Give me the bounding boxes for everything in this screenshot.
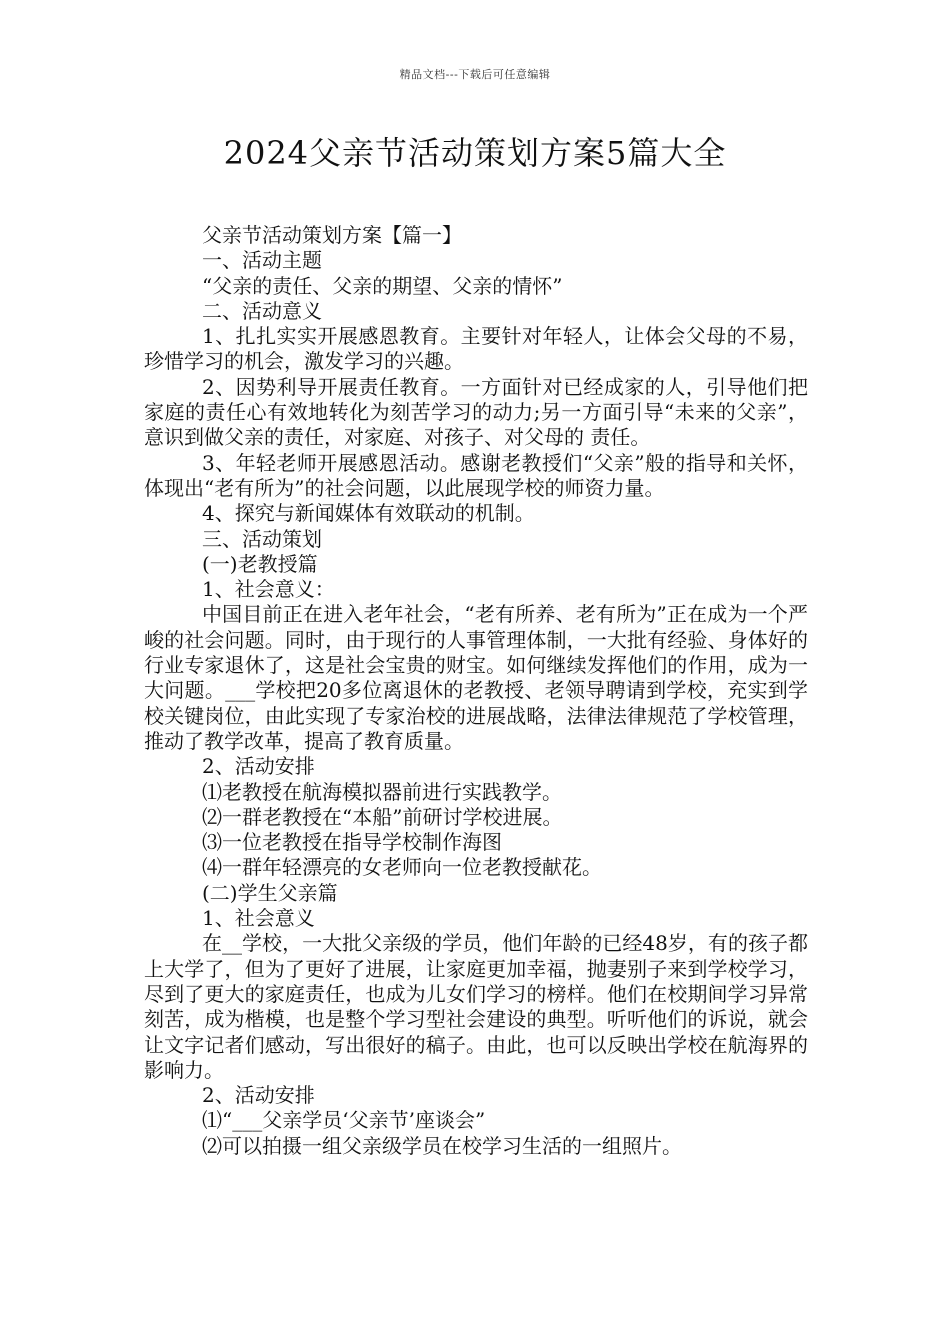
subheading: (一)老教授篇 <box>202 551 318 576</box>
subheading: 2、活动安排 <box>202 754 315 779</box>
list-item: ⑷一群年轻漂亮的女老师向一位老教授献花。 <box>202 855 602 880</box>
list-item: ⑴老教授在航海模拟器前进行实践教学。 <box>202 779 562 804</box>
theme-quote: “父亲的责任、父亲的期望、父亲的情怀” <box>202 273 563 298</box>
subheading: (二)学生父亲篇 <box>202 880 338 905</box>
subheading: 1、社会意义 <box>202 906 315 931</box>
section-heading: 父亲节活动策划方案【篇一】 <box>202 223 462 247</box>
heading-activity-theme: 一、活动主题 <box>202 248 322 273</box>
list-item: ⑵一群老教授在“本船”前研讨学校进展。 <box>202 804 563 829</box>
paragraph: 4、探究与新闻媒体有效联动的机制。 <box>202 501 535 526</box>
heading-activity-plan: 三、活动策划 <box>202 526 322 551</box>
paragraph: 3、年轻老师开展感恩活动。感谢老教授们“父亲”般的指导和关怀，体现出“老有所为”的社会问题，以此展现学校的师资力量。 <box>144 450 808 500</box>
list-item: ⑵可以拍摄一组父亲级学员在校学习生活的一组照片。 <box>202 1133 682 1158</box>
document-title: 2024父亲节活动策划方案5篇大全 <box>223 134 727 172</box>
paragraph: 中国目前正在进入老年社会，“老有所养、老有所为”正在成为一个严峻的社会问题。同时，由于现行的人事管理体制，一大批有经验、身体好的行业专家退休了，这是社会宝贵的财宝。如何继续发挥他们的作用，成为一大问题。___学校把20多位离退休的老教授、老领导聘请到学校，充实到学校关键岗位，由此实现了专家治校的进展战略，法律法律规范了学校管理，推动了教学改革，提高了教育质量。 <box>144 602 808 753</box>
header-note: 精品文档---下载后可任意编辑 <box>399 68 551 81</box>
paragraph: 在__学校，一大批父亲级的学员，他们年龄的已经48岁，有的孩子都上大学了，但为了更好了进展，让家庭更加幸福，抛妻别子来到学校学习，尽到了更大的家庭责任，也成为儿女们学习的榜样。他们在校期间学习异常刻苦，成为楷模，也是整个学习型社会建设的典型。听听他们的诉说，就会让文字记者们感动，写出很好的稿子。由此，也可以反映出学校在航海界的影响力。 <box>144 931 808 1082</box>
paragraph: 2、因势利导开展责任教育。一方面针对已经成家的人，引导他们把家庭的责任心有效地转化为刻苦学习的动力;另一方面引导“未来的父亲”，意识到做父亲的责任，对家庭、对孩子、对父母的 责任。 <box>144 374 808 450</box>
subheading: 2、活动安排 <box>202 1083 315 1108</box>
list-item: ⑶一位老教授在指导学校制作海图 <box>202 830 502 855</box>
heading-activity-significance: 二、活动意义 <box>202 298 322 323</box>
paragraph: 1、扎扎实实开展感恩教育。主要针对年轻人，让体会父母的不易，珍惜学习的机会，激发学习的兴趣。 <box>144 324 808 374</box>
list-item: ⑴“___父亲学员‘父亲节’座谈会” <box>202 1108 486 1133</box>
subheading: 1、社会意义： <box>202 577 335 602</box>
document-body <box>144 223 808 1159</box>
